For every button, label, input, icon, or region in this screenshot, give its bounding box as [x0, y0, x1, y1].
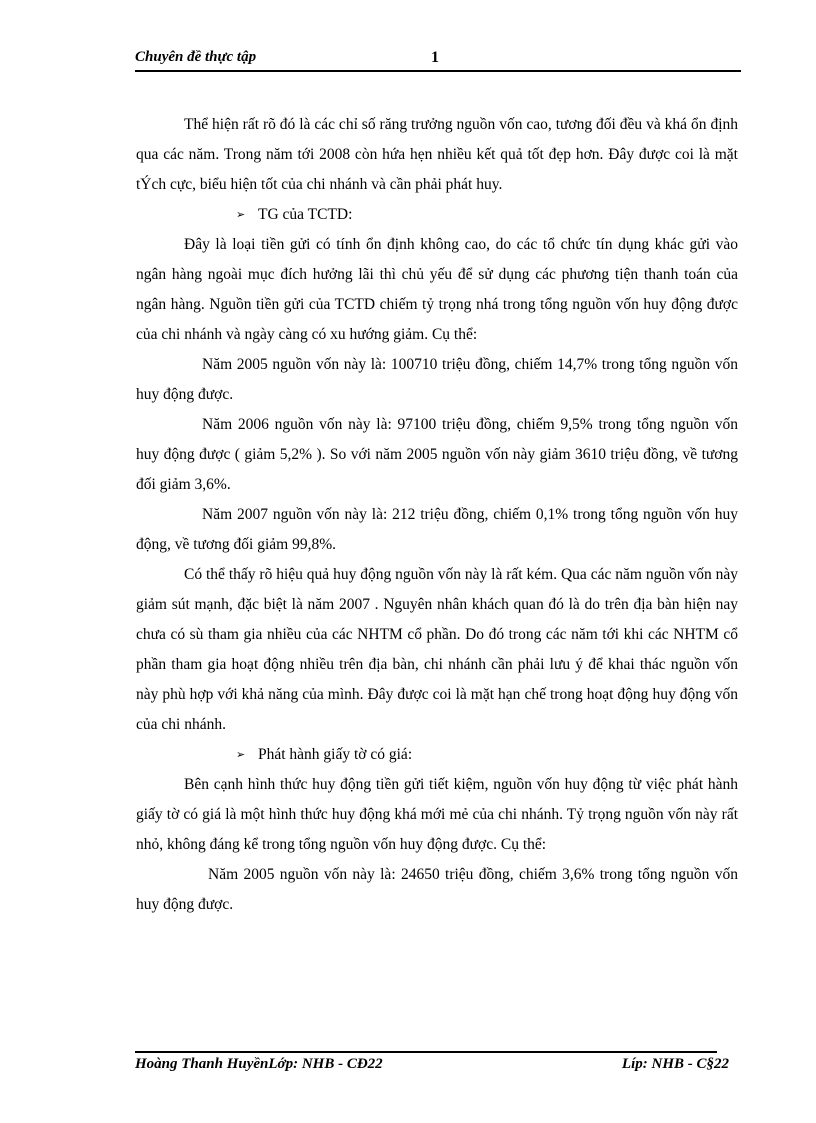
bullet-label: TG của TCTD:: [258, 206, 353, 223]
footer-class: Líp: NHB - C§22: [621, 1056, 729, 1072]
paragraph-2: Đây là loại tiền gửi có tính ổn định không cao, do các tổ chức tín dụng khác gửi vào ngân hàng ngoài mục đích hưởng lãi thì chủ yếu để sử dụng các phương tiện thanh toán của ngân hàng. Nguồn tiền gửi của TCTD chiếm tỷ trọng nhá trong tổng nguồn vốn huy động được của chi nhánh và ngày càng có xu hướng giảm. Cụ thể:: [136, 236, 738, 343]
header-title: Chuyên đề thực tập: [135, 49, 257, 65]
paragraph-6: Có thể thấy rõ hiệu quả huy động nguồn vốn này là rất kém. Qua các năm nguồn vốn này giảm sút mạnh, đặc biệt là năm 2007 . Nguyên nhân khách quan đó là do trên địa bàn hiện nay chưa có sù tham gia nhiều của các NHTM cổ phần. Do đó trong các năm tới khi các NHTM cổ phần tham gia hoạt động nhiều trên địa bàn, chi nhánh cần phải lưu ý để khai thác nguồn vốn này phù hợp với khả năng của mình. Đây được coi là mặt hạn chế trong hoạt động huy động vốn của chi nhánh.: [136, 566, 738, 733]
paragraph-5: Năm 2007 nguồn vốn này là: 212 triệu đồng, chiếm 0,1% trong tổng nguồn vốn huy động, về tương đối giảm 99,8%.: [136, 506, 738, 553]
page-footer: [135, 1056, 735, 1080]
paragraph-7: Bên cạnh hình thức huy động tiền gửi tiết kiệm, nguồn vốn huy động từ việc phát hành giấy tờ có giá là một hình thức huy động khá mới mẻ của chi nhánh. Tỷ trọng nguồn vốn này rất nhỏ, không đáng kể trong tổng nguồn vốn huy động được. Cụ thể:: [136, 776, 738, 853]
bullet-tg-tctd: [136, 200, 738, 230]
footer-divider: [135, 1051, 717, 1053]
paragraph-8: Năm 2005 nguồn vốn này là: 24650 triệu đồng, chiếm 3,6% trong tổng nguồn vốn huy động được.: [136, 866, 738, 913]
arrow-bullet-icon: ➢: [236, 749, 246, 761]
header-divider: [135, 70, 741, 72]
document-body: [136, 110, 738, 920]
page-header: [135, 46, 741, 70]
bullet-phat-hanh: [136, 740, 738, 770]
paragraph-3: Năm 2005 nguồn vốn này là: 100710 triệu đồng, chiếm 14,7% trong tổng nguồn vốn huy động được.: [136, 356, 738, 403]
bullet-label: Phát hành giấy tờ có giá:: [258, 746, 413, 763]
paragraph-4: Năm 2006 nguồn vốn này là: 97100 triệu đồng, chiếm 9,5% trong tổng nguồn vốn huy động được ( giảm 5,2% ). So với năm 2005 nguồn vốn này giảm 3610 triệu đồng, về tương đối giảm 3,6%.: [136, 416, 738, 493]
footer-author: Hoàng Thanh HuyềnLớp: NHB - CĐ22: [135, 1056, 383, 1072]
arrow-bullet-icon: ➢: [236, 209, 246, 221]
paragraph-1: Thể hiện rất rõ đó là các chỉ số răng trưởng nguồn vốn cao, tương đối đều và khá ổn định qua các năm. Trong năm tới 2008 còn hứa hẹn nhiều kết quả tốt đẹp hơn. Đây được coi là mặt tÝch cực, biểu hiện tốt của chi nhánh và cần phải phát huy.: [136, 116, 738, 193]
page-number: 1: [431, 49, 439, 66]
